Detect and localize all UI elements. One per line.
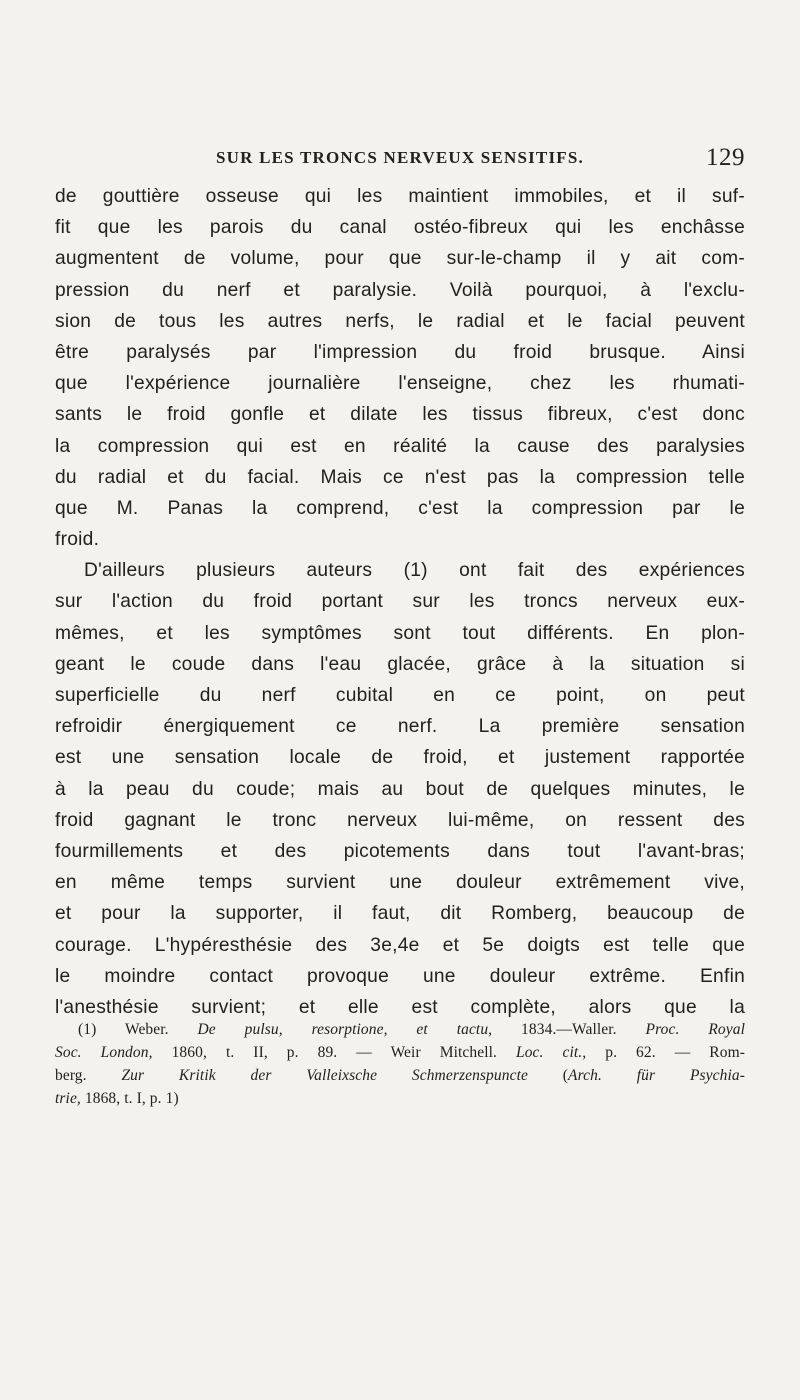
- text-line: sants le froid gonfle et dilate les tissus fibreux, c'est donc: [55, 404, 745, 426]
- text-line: froid gagnant le tronc nerveux lui-même, on ressent des: [55, 809, 745, 831]
- footnote-text: 1868, t. I, p. 1): [80, 1090, 179, 1107]
- running-head: [55, 144, 745, 176]
- footnote-text: (: [527, 1067, 569, 1084]
- text-line: du radial et du facial. Mais ce n'est pas la compression telle: [55, 466, 745, 488]
- footnote: [55, 1018, 745, 1110]
- text-line: que M. Panas la comprend, c'est la compression par le: [55, 497, 745, 519]
- footnote-line: [55, 1018, 745, 1041]
- text-line: augmentent de volume, pour que sur-le-champ il y ait com-: [55, 248, 745, 270]
- text-line: sur l'action du froid portant sur les troncs nerveux eux-: [55, 591, 745, 613]
- footnote-title: Zur Kritik der Valleixsche Schmerzenspuncte: [121, 1067, 528, 1084]
- footnote-text: 1834.—Waller.: [492, 1021, 646, 1038]
- footnote-title: Proc. Royal: [645, 1021, 745, 1038]
- text-line: geant le coude dans l'eau glacée, grâce à la situation si: [55, 653, 745, 675]
- footnote-title: Arch. für Psychia-: [568, 1067, 745, 1084]
- text-line: mêmes, et les symptômes sont tout différents. En plon-: [55, 622, 745, 644]
- footnote-line: [55, 1087, 745, 1110]
- footnote-text: (1) Weber.: [78, 1021, 198, 1038]
- footnote-title: Soc. London,: [55, 1044, 153, 1061]
- running-title: SUR LES TRONCS NERVEUX SENSITIFS.: [216, 148, 584, 167]
- paragraph-first-line: D'ailleurs plusieurs auteurs (1) ont fait des expériences: [84, 560, 745, 582]
- footnote-line: [55, 1041, 745, 1064]
- body-text: [55, 181, 745, 1023]
- text-line: que l'expérience journalière l'enseigne, chez les rhumati-: [55, 373, 745, 395]
- text-line: sion de tous les autres nerfs, le radial et le facial peuvent: [55, 310, 745, 332]
- footnote-line: [55, 1064, 745, 1087]
- text-line: fourmillements et des picotements dans tout l'avant-bras;: [55, 840, 745, 862]
- footnote-text: 1860, t. II, p. 89. — Weir Mitchell.: [152, 1044, 516, 1061]
- footnote-text: berg.: [55, 1067, 122, 1084]
- text-line: pression du nerf et paralysie. Voilà pourquoi, à l'exclu-: [55, 279, 745, 301]
- text-line: la compression qui est en réalité la cause des paralysies: [55, 435, 745, 457]
- text-line: froid.: [55, 529, 100, 551]
- text-line: courage. L'hypéresthésie des 3e,4e et 5e doigts est telle que: [55, 934, 745, 956]
- text-line: et pour la supporter, il faut, dit Romberg, beaucoup de: [55, 903, 745, 925]
- text-line: à la peau du coude; mais au bout de quelques minutes, le: [55, 778, 745, 800]
- footnote-title: De pulsu, resorptione, et tactu,: [197, 1021, 493, 1038]
- footnote-title: Loc. cit.,: [515, 1044, 587, 1061]
- text-line: en même temps survient une douleur extrêmement vive,: [55, 872, 745, 894]
- text-line: le moindre contact provoque une douleur extrême. Enfin: [55, 965, 745, 987]
- text-line: l'anesthésie survient; et elle est complète, alors que la: [55, 996, 745, 1018]
- text-line: être paralysés par l'impression du froid brusque. Ainsi: [55, 341, 745, 363]
- footnote-title: trie,: [55, 1090, 81, 1107]
- text-line: refroidir énergiquement ce nerf. La première sensation: [55, 716, 745, 738]
- text-line: fit que les parois du canal ostéo-fibreux qui les enchâsse: [55, 217, 745, 239]
- text-line: superficielle du nerf cubital en ce point, on peut: [55, 685, 745, 706]
- text-line: est une sensation locale de froid, et justement rapportée: [55, 747, 745, 769]
- footnote-text: p. 62. — Rom-: [586, 1044, 746, 1061]
- page-number: 129: [706, 144, 745, 171]
- text-line: de gouttière osseuse qui les maintient immobiles, et il suf-: [55, 186, 745, 207]
